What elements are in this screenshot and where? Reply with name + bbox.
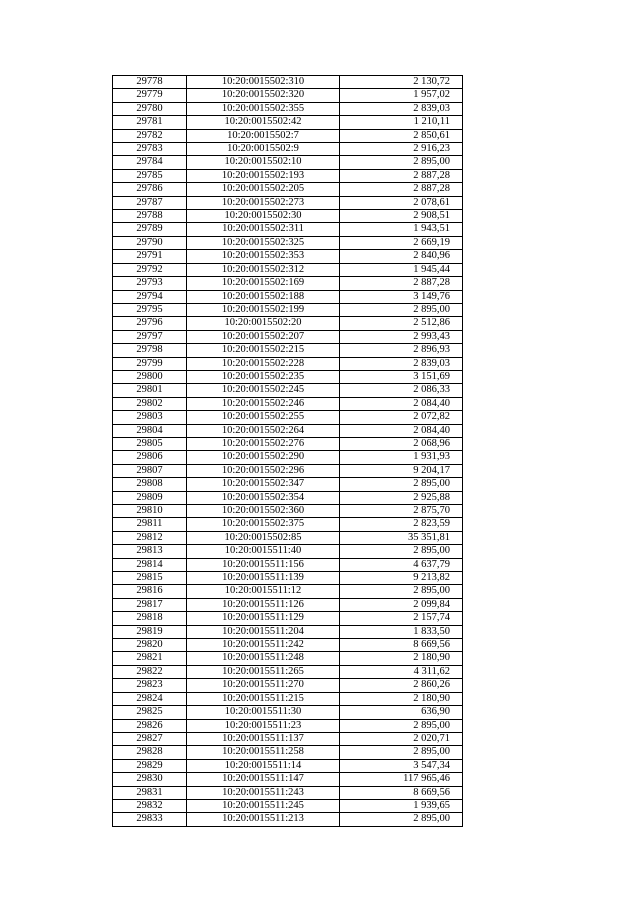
value-cell: 2 020,71 [340,732,463,745]
cadastral-number-cell: 10:20:0015511:245 [187,799,340,812]
row-number-cell: 29789 [113,223,187,236]
row-number-cell: 29778 [113,76,187,89]
cadastral-number-cell: 10:20:0015502:235 [187,370,340,383]
value-cell: 35 351,81 [340,531,463,544]
row-number-cell: 29829 [113,759,187,772]
value-cell: 2 068,96 [340,437,463,450]
table-row [113,169,463,182]
row-number-cell: 29791 [113,250,187,263]
cadastral-number-cell: 10:20:0015502:296 [187,464,340,477]
row-number-cell: 29813 [113,545,187,558]
row-number-cell: 29818 [113,612,187,625]
value-cell: 2 078,61 [340,196,463,209]
row-number-cell: 29782 [113,129,187,142]
row-number-cell: 29820 [113,639,187,652]
row-number-cell: 29816 [113,585,187,598]
cadastral-number-cell: 10:20:0015511:248 [187,652,340,665]
cadastral-number-cell: 10:20:0015511:243 [187,786,340,799]
table-row [113,572,463,585]
cadastral-number-cell: 10:20:0015502:276 [187,437,340,450]
row-number-cell: 29803 [113,411,187,424]
row-number-cell: 29796 [113,317,187,330]
table-row [113,102,463,115]
cadastral-number-cell: 10:20:0015511:204 [187,625,340,638]
value-cell: 2 887,28 [340,277,463,290]
value-cell: 2 895,00 [340,813,463,826]
value-cell: 1 943,51 [340,223,463,236]
row-number-cell: 29815 [113,572,187,585]
cadastral-number-cell: 10:20:0015502:264 [187,424,340,437]
row-number-cell: 29788 [113,210,187,223]
cadastral-number-cell: 10:20:0015502:310 [187,76,340,89]
table-row [113,129,463,142]
value-cell: 4 311,62 [340,665,463,678]
value-cell: 2 875,70 [340,505,463,518]
cadastral-number-cell: 10:20:0015511:12 [187,585,340,598]
cadastral-number-cell: 10:20:0015502:10 [187,156,340,169]
table-row [113,612,463,625]
table-row [113,746,463,759]
row-number-cell: 29828 [113,746,187,759]
value-cell: 2 895,00 [340,719,463,732]
value-cell: 2 669,19 [340,236,463,249]
value-cell: 2 086,33 [340,384,463,397]
table-row [113,317,463,330]
table-body [113,76,463,827]
row-number-cell: 29792 [113,263,187,276]
value-cell: 2 916,23 [340,143,463,156]
value-cell: 2 895,00 [340,156,463,169]
row-number-cell: 29799 [113,357,187,370]
table-row [113,786,463,799]
value-cell: 9 213,82 [340,572,463,585]
cadastral-number-cell: 10:20:0015502:347 [187,478,340,491]
table-row [113,625,463,638]
cadastral-number-cell: 10:20:0015502:375 [187,518,340,531]
table-row [113,210,463,223]
table-row [113,491,463,504]
table-row [113,156,463,169]
value-cell: 1 945,44 [340,263,463,276]
row-number-cell: 29805 [113,437,187,450]
value-cell: 1 931,93 [340,451,463,464]
row-number-cell: 29832 [113,799,187,812]
cadastral-number-cell: 10:20:0015511:129 [187,612,340,625]
row-number-cell: 29810 [113,505,187,518]
value-cell: 2 084,40 [340,397,463,410]
row-number-cell: 29812 [113,531,187,544]
value-cell: 2 895,00 [340,303,463,316]
row-number-cell: 29822 [113,665,187,678]
table-row [113,639,463,652]
cadastral-number-cell: 10:20:0015502:353 [187,250,340,263]
value-cell: 2 993,43 [340,330,463,343]
row-number-cell: 29831 [113,786,187,799]
table-row [113,143,463,156]
table-row [113,451,463,464]
cadastral-number-cell: 10:20:0015511:156 [187,558,340,571]
table-row [113,679,463,692]
value-cell: 8 669,56 [340,639,463,652]
cadastral-number-cell: 10:20:0015511:265 [187,665,340,678]
cadastral-number-cell: 10:20:0015502:193 [187,169,340,182]
value-cell: 2 895,00 [340,585,463,598]
table-row [113,303,463,316]
value-cell: 2 512,86 [340,317,463,330]
value-cell: 2 887,28 [340,169,463,182]
table-row [113,330,463,343]
table-row [113,277,463,290]
cadastral-number-cell: 10:20:0015511:242 [187,639,340,652]
value-cell: 636,90 [340,706,463,719]
row-number-cell: 29817 [113,598,187,611]
row-number-cell: 29824 [113,692,187,705]
table-row [113,411,463,424]
table-row [113,545,463,558]
row-number-cell: 29800 [113,370,187,383]
value-cell: 9 204,17 [340,464,463,477]
table-row [113,223,463,236]
value-cell: 2 084,40 [340,424,463,437]
table-row [113,384,463,397]
row-number-cell: 29784 [113,156,187,169]
cadastral-number-cell: 10:20:0015502:311 [187,223,340,236]
value-cell: 3 151,69 [340,370,463,383]
row-number-cell: 29808 [113,478,187,491]
row-number-cell: 29806 [113,451,187,464]
value-cell: 2 823,59 [340,518,463,531]
cadastral-number-cell: 10:20:0015502:228 [187,357,340,370]
cadastral-number-cell: 10:20:0015502:290 [187,451,340,464]
table-row [113,518,463,531]
cadastral-number-cell: 10:20:0015502:207 [187,330,340,343]
cadastral-number-cell: 10:20:0015502:255 [187,411,340,424]
row-number-cell: 29807 [113,464,187,477]
table-row [113,719,463,732]
table-row [113,665,463,678]
row-number-cell: 29801 [113,384,187,397]
value-cell: 2 840,96 [340,250,463,263]
value-cell: 2 839,03 [340,357,463,370]
row-number-cell: 29802 [113,397,187,410]
cadastral-number-cell: 10:20:0015502:245 [187,384,340,397]
row-number-cell: 29811 [113,518,187,531]
cadastral-number-cell: 10:20:0015511:23 [187,719,340,732]
row-number-cell: 29819 [113,625,187,638]
cadastral-number-cell: 10:20:0015511:137 [187,732,340,745]
value-cell: 1 833,50 [340,625,463,638]
table-row [113,424,463,437]
table-row [113,773,463,786]
cadastral-number-cell: 10:20:0015511:14 [187,759,340,772]
table-row [113,652,463,665]
value-cell: 3 547,34 [340,759,463,772]
row-number-cell: 29786 [113,183,187,196]
cadastral-number-cell: 10:20:0015502:20 [187,317,340,330]
value-cell: 117 965,46 [340,773,463,786]
cadastral-number-cell: 10:20:0015511:213 [187,813,340,826]
row-number-cell: 29823 [113,679,187,692]
cadastral-number-cell: 10:20:0015502:9 [187,143,340,156]
value-cell: 1 210,11 [340,116,463,129]
cadastral-number-cell: 10:20:0015502:188 [187,290,340,303]
cadastral-number-cell: 10:20:0015511:270 [187,679,340,692]
row-number-cell: 29783 [113,143,187,156]
row-number-cell: 29795 [113,303,187,316]
cadastral-number-cell: 10:20:0015502:205 [187,183,340,196]
table-row [113,357,463,370]
table-row [113,732,463,745]
table-row [113,813,463,826]
table-row [113,558,463,571]
row-number-cell: 29804 [113,424,187,437]
cadastral-number-cell: 10:20:0015502:215 [187,344,340,357]
cadastral-number-cell: 10:20:0015502:7 [187,129,340,142]
row-number-cell: 29794 [113,290,187,303]
value-cell: 2 130,72 [340,76,463,89]
cadastral-number-cell: 10:20:0015502:312 [187,263,340,276]
row-number-cell: 29779 [113,89,187,102]
table-row [113,250,463,263]
cadastral-number-cell: 10:20:0015502:169 [187,277,340,290]
value-cell: 1 939,65 [340,799,463,812]
table-row [113,464,463,477]
value-cell: 2 896,93 [340,344,463,357]
row-number-cell: 29833 [113,813,187,826]
value-cell: 2 895,00 [340,746,463,759]
row-number-cell: 29785 [113,169,187,182]
cadastral-number-cell: 10:20:0015502:354 [187,491,340,504]
table-row [113,759,463,772]
row-number-cell: 29790 [113,236,187,249]
table-row [113,263,463,276]
table-row [113,799,463,812]
table-row [113,478,463,491]
cadastral-number-cell: 10:20:0015511:139 [187,572,340,585]
cadastral-number-cell: 10:20:0015502:199 [187,303,340,316]
table-row [113,397,463,410]
cadastral-number-cell: 10:20:0015502:320 [187,89,340,102]
value-cell: 2 180,90 [340,692,463,705]
table-row [113,598,463,611]
row-number-cell: 29780 [113,102,187,115]
row-number-cell: 29809 [113,491,187,504]
row-number-cell: 29814 [113,558,187,571]
value-cell: 8 669,56 [340,786,463,799]
value-cell: 3 149,76 [340,290,463,303]
value-cell: 4 637,79 [340,558,463,571]
value-cell: 2 895,00 [340,478,463,491]
cadastral-number-cell: 10:20:0015502:273 [187,196,340,209]
value-cell: 2 860,26 [340,679,463,692]
value-cell: 2 908,51 [340,210,463,223]
cadastral-number-cell: 10:20:0015502:85 [187,531,340,544]
cadastral-number-cell: 10:20:0015511:147 [187,773,340,786]
table-row [113,290,463,303]
value-cell: 2 887,28 [340,183,463,196]
value-cell: 2 839,03 [340,102,463,115]
cadastral-value-table [112,75,463,827]
cadastral-number-cell: 10:20:0015511:30 [187,706,340,719]
cadastral-number-cell: 10:20:0015511:258 [187,746,340,759]
row-number-cell: 29826 [113,719,187,732]
value-cell: 2 850,61 [340,129,463,142]
row-number-cell: 29793 [113,277,187,290]
table-row [113,531,463,544]
value-cell: 2 099,84 [340,598,463,611]
cadastral-number-cell: 10:20:0015511:215 [187,692,340,705]
table-row [113,706,463,719]
cadastral-number-cell: 10:20:0015511:126 [187,598,340,611]
row-number-cell: 29798 [113,344,187,357]
table-row [113,692,463,705]
row-number-cell: 29825 [113,706,187,719]
value-cell: 2 180,90 [340,652,463,665]
row-number-cell: 29797 [113,330,187,343]
table-row [113,116,463,129]
table-row [113,344,463,357]
cadastral-number-cell: 10:20:0015502:30 [187,210,340,223]
table-row [113,183,463,196]
value-cell: 2 072,82 [340,411,463,424]
cadastral-number-cell: 10:20:0015502:246 [187,397,340,410]
cadastral-number-cell: 10:20:0015502:42 [187,116,340,129]
table-row [113,196,463,209]
table-row [113,505,463,518]
value-cell: 2 895,00 [340,545,463,558]
value-cell: 2 157,74 [340,612,463,625]
table-row [113,370,463,383]
table-row [113,89,463,102]
value-cell: 1 957,02 [340,89,463,102]
table-row [113,585,463,598]
table-row [113,76,463,89]
cadastral-number-cell: 10:20:0015511:40 [187,545,340,558]
row-number-cell: 29821 [113,652,187,665]
table-row [113,437,463,450]
value-cell: 2 925,88 [340,491,463,504]
row-number-cell: 29827 [113,732,187,745]
cadastral-number-cell: 10:20:0015502:360 [187,505,340,518]
row-number-cell: 29830 [113,773,187,786]
row-number-cell: 29781 [113,116,187,129]
row-number-cell: 29787 [113,196,187,209]
table-row [113,236,463,249]
cadastral-number-cell: 10:20:0015502:325 [187,236,340,249]
cadastral-number-cell: 10:20:0015502:355 [187,102,340,115]
